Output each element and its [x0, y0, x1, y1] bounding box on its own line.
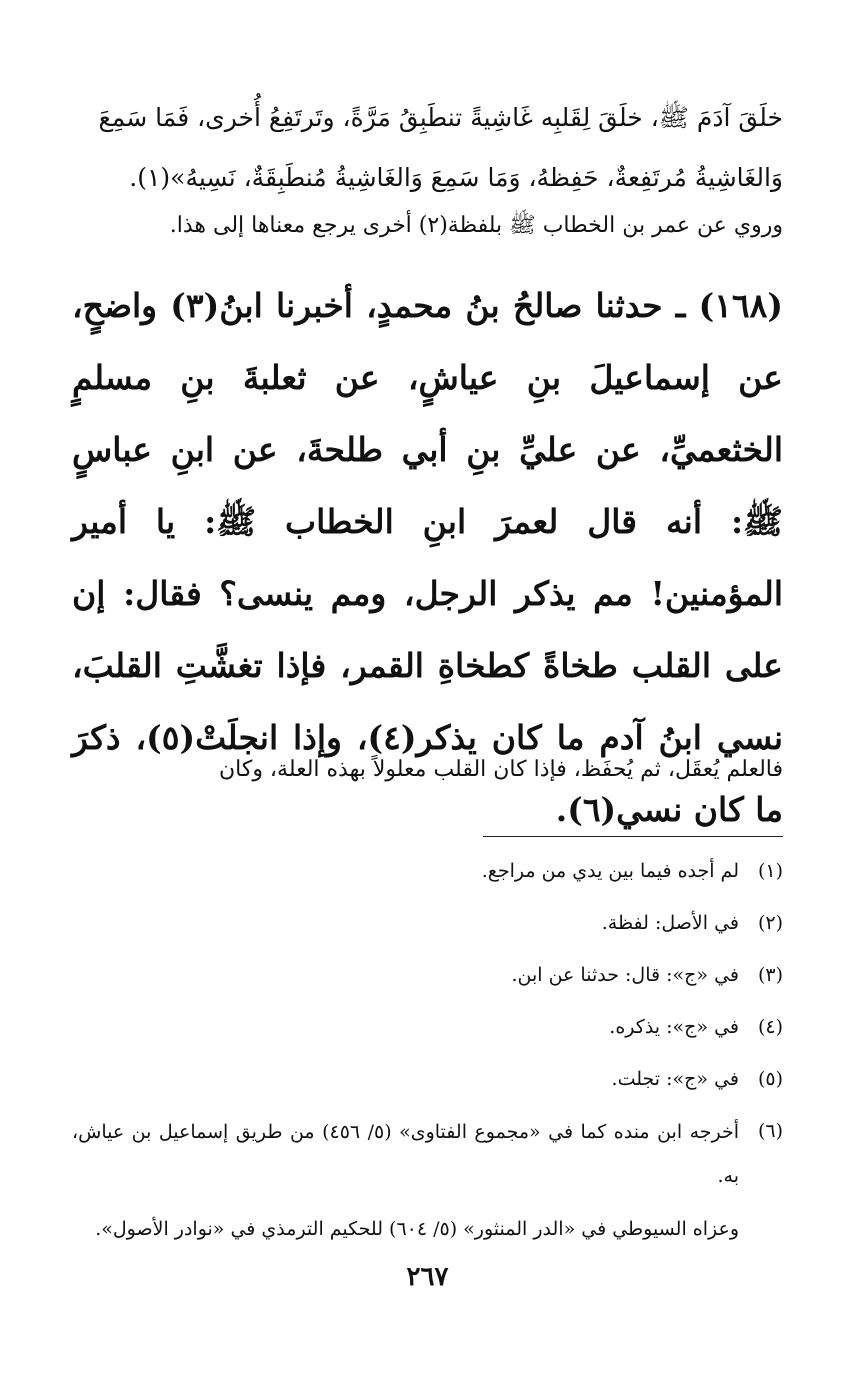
footnote-number: (١): [757, 860, 783, 882]
footnote-3: [72, 954, 783, 996]
footnote-number: (٦): [757, 1120, 783, 1142]
footnote-text: في «ج»: تجلت.: [611, 1068, 739, 1090]
page-number: ٢٦٧: [406, 1262, 449, 1292]
footnote-text: في «ج»: يذكره.: [609, 1016, 739, 1038]
footnote-number: (٢): [757, 912, 783, 934]
footnote-6: [72, 1110, 783, 1198]
footnote-text: لم أجده فيما بين يدي من مراجع.: [481, 860, 739, 882]
footnote-divider: [483, 836, 783, 837]
intro-line-2: وَالغَاشِيةُ مُرتَفِعةٌ، حَفِظهُ، وَمَا سَمِعَ وَالغَاشِيةُ مُنطَبِقَةٌ، نَسِيهُ»(١).: [129, 163, 783, 192]
footnote-text: في «ج»: قال: حدثنا عن ابن.: [511, 964, 739, 986]
intro-line-1: خلَقَ آدَمَ ﷺ، خلَقَ لِقَلبِه غَاشِيةً تنطَبِقُ مَرَّةً، وتَرتَفِعُ أُخرى، فَمَا سَمِعَ: [98, 103, 783, 132]
footnote-number: (٥): [757, 1068, 783, 1090]
footnote-5: [72, 1058, 783, 1100]
narration-note: وروي عن عمر بن الخطاب ﷺ بلفظة(٢) أخرى يرجع معناها إلى هذا.: [169, 213, 783, 238]
footnote-1: [72, 850, 783, 892]
footnotes: [72, 850, 783, 1250]
footnote-4: [72, 1006, 783, 1048]
commentary-paragraph: فالعلم يُعقَل، ثم يُحفَظ، فإذا كان القلب معلولاً بهذه العلة، وكان: [218, 757, 783, 782]
hadith-168: (١٦٨) ـ حدثنا صالحُ بنُ محمدٍ، أخبرنا ابنُ(٣) واضحٍ، عن إسماعيلَ بنِ عياشٍ، عن ثعلبةَ بنِ مسلمٍ الخثعميِّ، عن عليِّ بنِ أبي طلحةَ، عن ابنِ عباسٍ ﷺ: أنه قال لعمرَ ابنِ الخطاب ﷺ: يا أمير المؤمنين! مم يذكر الرجل، ومم ينسى؟ فقال: إن على القلب طخاةً كطخاةِ القمر، فإذا تغشَّتِ القلبَ، نسي ابنُ آدم ما كان يذكر(٤)، وإذا انجلَتْ(٥)، ذكرَ ما كان نسي(٦).: [72, 286, 784, 829]
footnote-number: (٣): [757, 964, 783, 986]
footnote-text: في الأصل: لفظة.: [601, 912, 739, 934]
footnote-number: (٤): [757, 1016, 783, 1038]
intro-paragraph: [72, 88, 783, 208]
footnote-2: [72, 902, 783, 944]
footnote-6-continuation: وعزاه السيوطي في «الدر المنثور» (٥/ ٦٠٤) للحكيم الترمذي في «نوادر الأصول».: [95, 1218, 739, 1240]
footnote-text: أخرجه ابن منده كما في «مجموع الفتاوى» (٥/ ٤٥٦) من طريق إسماعيل بن عياش، به.: [72, 1121, 740, 1187]
